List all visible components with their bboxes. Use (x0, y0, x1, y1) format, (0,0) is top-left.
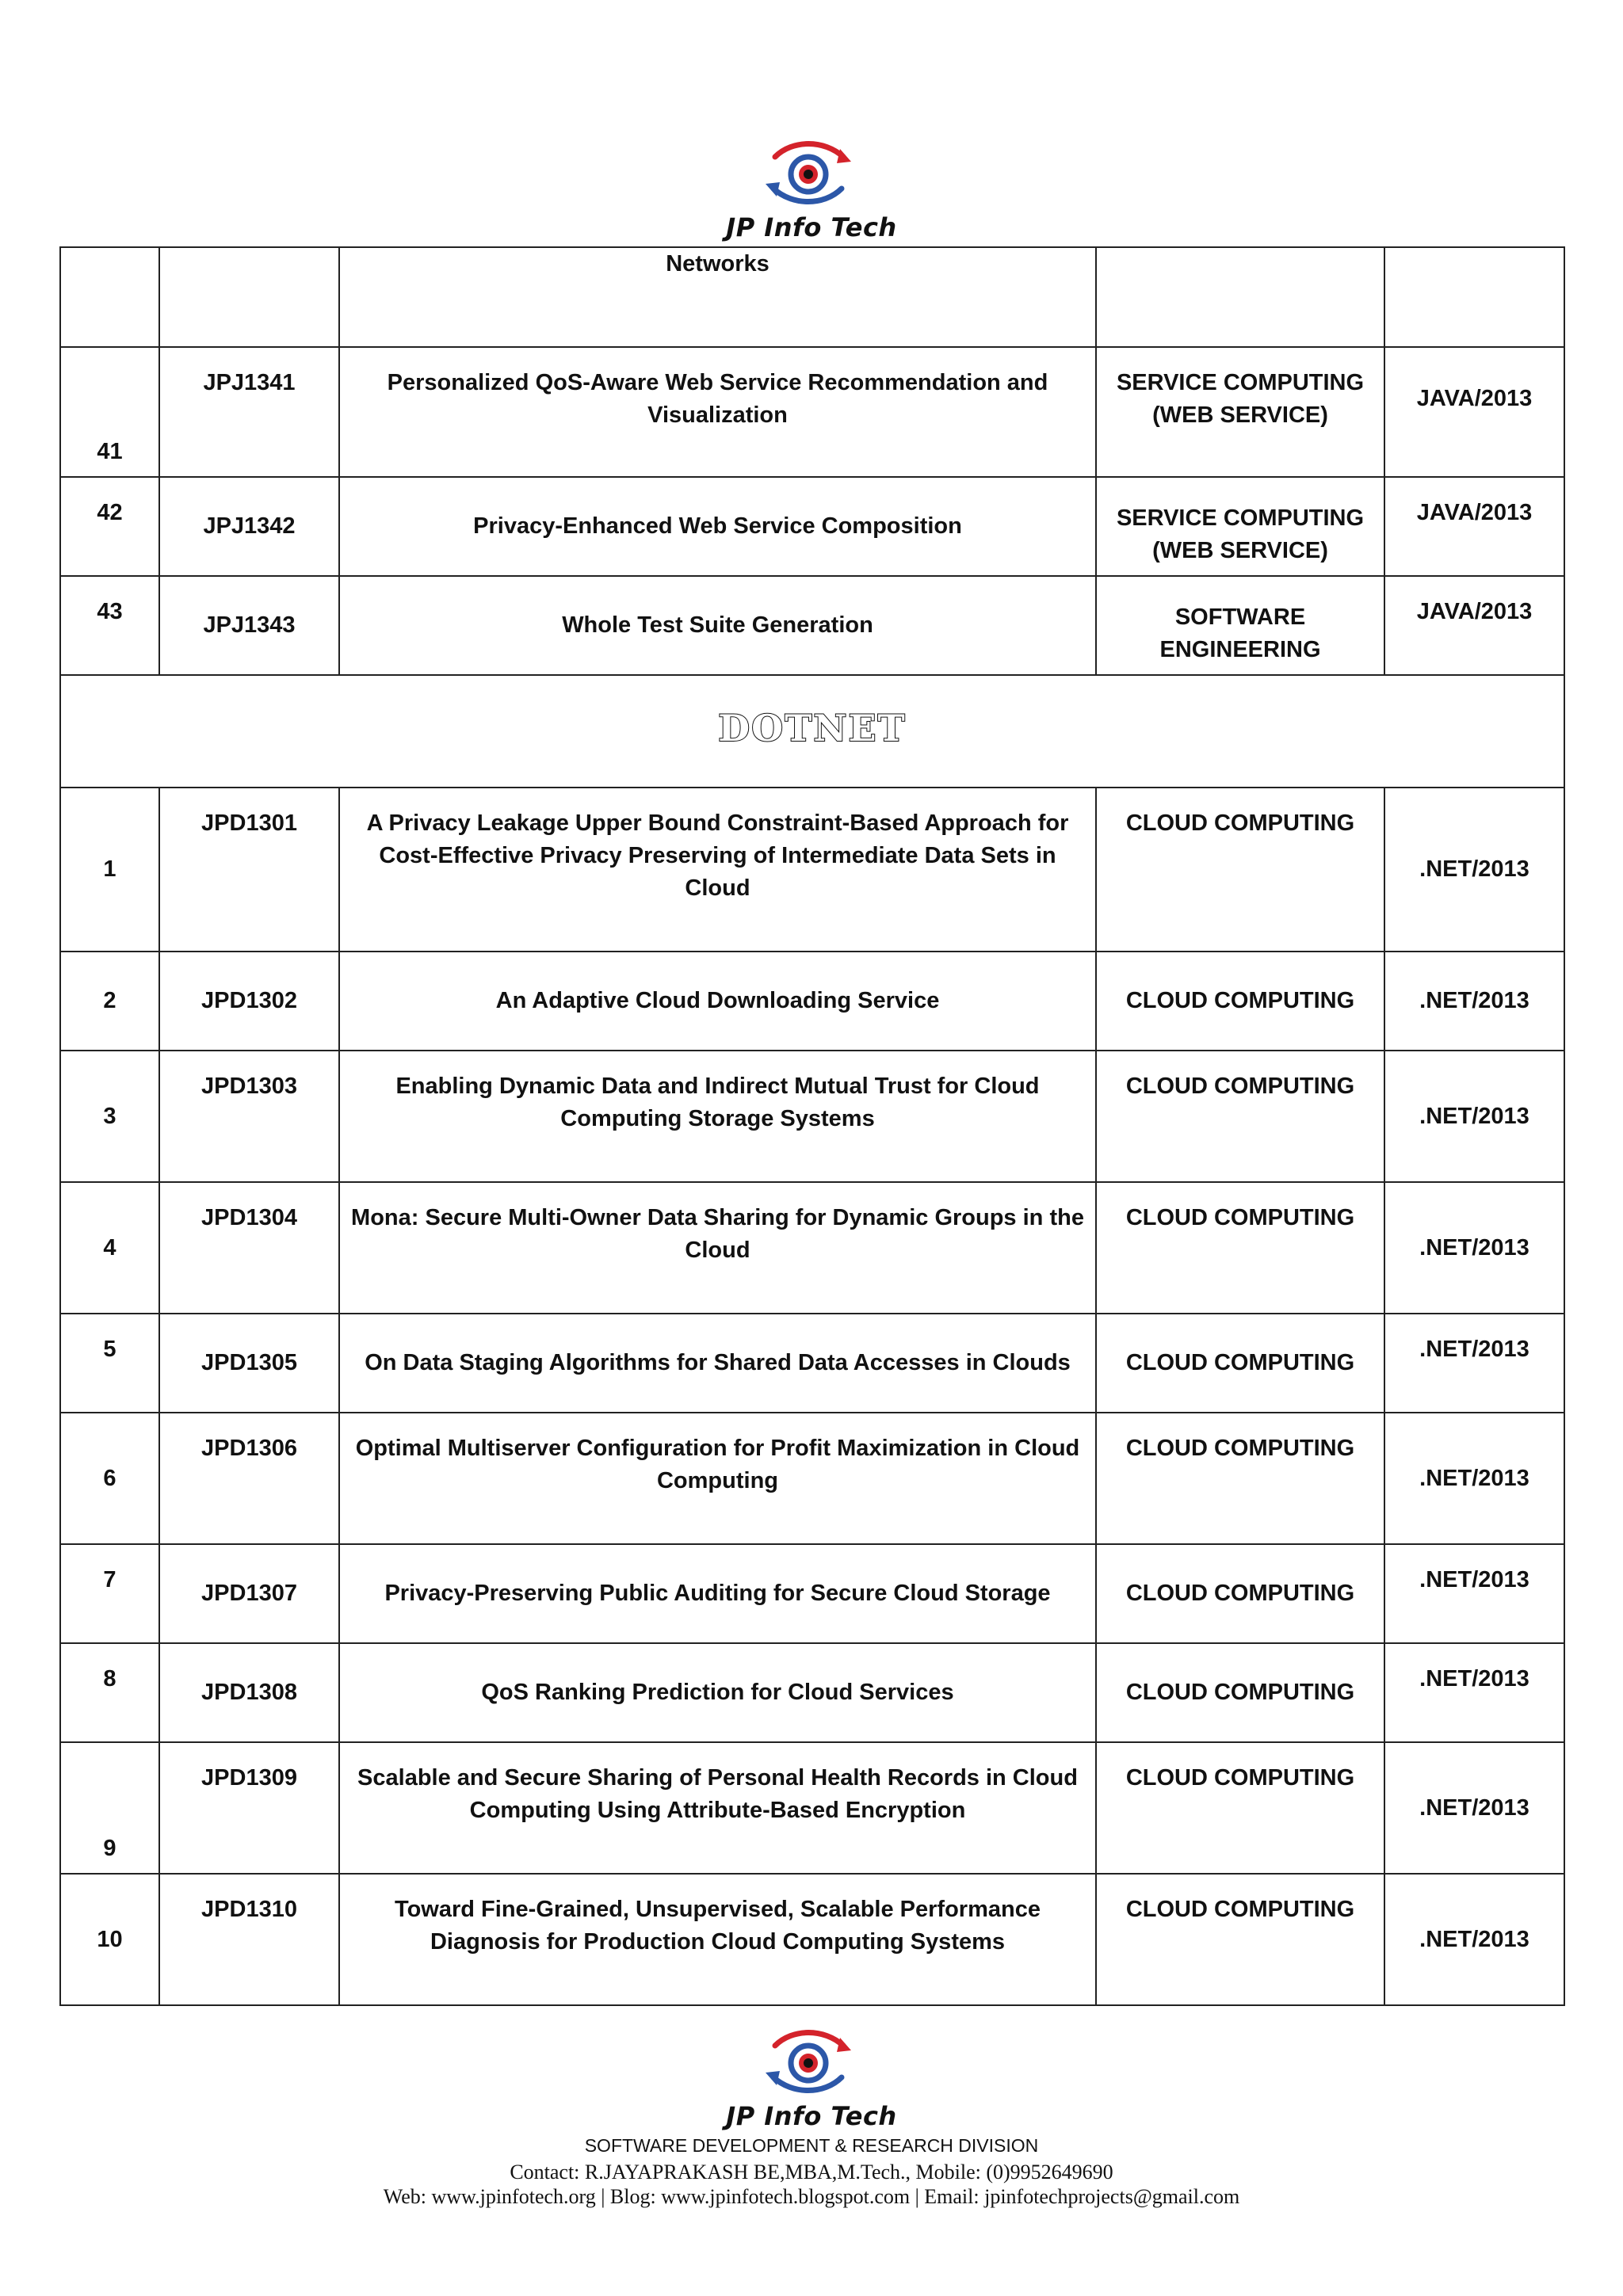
title-cell: Enabling Dynamic Data and Indirect Mutual Trust for Cloud Computing Storage Systems (339, 1051, 1096, 1182)
sno-cell: 6 (60, 1413, 159, 1544)
table-row (60, 1413, 1564, 1544)
title-cell: A Privacy Leakage Upper Bound Constraint-Based Approach for Cost-Effective Privacy Preserving of Intermediate Data Sets in Cloud (339, 788, 1096, 952)
code-cell: JPJ1341 (159, 347, 339, 477)
title-cell: QoS Ranking Prediction for Cloud Services (339, 1643, 1096, 1742)
footer-division: SOFTWARE DEVELOPMENT & RESEARCH DIVISION (584, 2135, 1039, 2156)
tech-cell: JAVA/2013 (1384, 576, 1564, 675)
table-row (60, 1314, 1564, 1413)
code-cell: JPD1308 (159, 1643, 339, 1742)
table-row (60, 1643, 1564, 1742)
project-table (59, 246, 1565, 2006)
code-cell: JPD1303 (159, 1051, 339, 1182)
sno-cell: 10 (60, 1874, 159, 2005)
code-cell: JPD1301 (159, 788, 339, 952)
domain-cell: CLOUD COMPUTING (1096, 1314, 1384, 1413)
sno-cell: 42 (60, 477, 159, 576)
code-cell: JPJ1343 (159, 576, 339, 675)
target-logo-icon (761, 139, 856, 211)
domain-cell: CLOUD COMPUTING (1096, 1182, 1384, 1314)
table-row (60, 477, 1564, 576)
tech-cell: .NET/2013 (1384, 1413, 1564, 1544)
code-cell: JPD1302 (159, 952, 339, 1051)
table-row (60, 1742, 1564, 1874)
section-row (60, 675, 1564, 788)
tech-cell: .NET/2013 (1384, 1051, 1564, 1182)
table-row (60, 952, 1564, 1051)
code-cell: JPD1305 (159, 1314, 339, 1413)
title-cell: Scalable and Secure Sharing of Personal Health Records in Cloud Computing Using Attribute-Based Encryption (339, 1742, 1096, 1874)
tech-cell: .NET/2013 (1384, 1874, 1564, 2005)
domain-cell: SERVICE COMPUTING (WEB SERVICE) (1096, 477, 1384, 576)
sno-cell: 1 (60, 788, 159, 952)
code-cell: JPD1310 (159, 1874, 339, 2005)
domain-cell: CLOUD COMPUTING (1096, 1544, 1384, 1643)
domain-cell (1096, 247, 1384, 347)
tech-cell: .NET/2013 (1384, 1544, 1564, 1643)
sno-cell (60, 247, 159, 347)
sno-cell: 5 (60, 1314, 159, 1413)
tech-cell: .NET/2013 (1384, 1643, 1564, 1742)
domain-cell: CLOUD COMPUTING (1096, 1742, 1384, 1874)
tech-cell: JAVA/2013 (1384, 477, 1564, 576)
sno-cell: 8 (60, 1643, 159, 1742)
table-row (60, 1182, 1564, 1314)
title-cell: Privacy-Enhanced Web Service Composition (339, 477, 1096, 576)
table-row (60, 1874, 1564, 2005)
header-logo (0, 139, 1623, 242)
title-cell: An Adaptive Cloud Downloading Service (339, 952, 1096, 1051)
footer-contact: Contact: R.JAYAPRAKASH BE,MBA,M.Tech., Mobile: (0)9952649690 (510, 2161, 1113, 2183)
title-cell: Personalized QoS-Aware Web Service Recommendation and Visualization (339, 347, 1096, 477)
domain-cell: CLOUD COMPUTING (1096, 1643, 1384, 1742)
sno-cell: 2 (60, 952, 159, 1051)
tech-cell: .NET/2013 (1384, 788, 1564, 952)
title-cell: On Data Staging Algorithms for Shared Data Accesses in Clouds (339, 1314, 1096, 1413)
title-cell: Privacy-Preserving Public Auditing for Secure Cloud Storage (339, 1544, 1096, 1643)
domain-cell: CLOUD COMPUTING (1096, 1874, 1384, 2005)
sno-cell: 7 (60, 1544, 159, 1643)
title-cell: Toward Fine-Grained, Unsupervised, Scalable Performance Diagnosis for Production Cloud Computing Systems (339, 1874, 1096, 2005)
code-cell: JPD1304 (159, 1182, 339, 1314)
tech-cell: .NET/2013 (1384, 1314, 1564, 1413)
footer-web: Web: www.jpinfotech.org | Blog: www.jpinfotech.blogspot.com | Email: jpinfotechprojects@gmail.com (383, 2185, 1240, 2208)
code-cell: JPD1307 (159, 1544, 339, 1643)
sno-cell: 41 (60, 347, 159, 477)
code-cell: JPJ1342 (159, 477, 339, 576)
table-row (60, 247, 1564, 347)
domain-cell: SOFTWARE ENGINEERING (1096, 576, 1384, 675)
brand-name: JP Info Tech (726, 2101, 897, 2131)
tech-cell: .NET/2013 (1384, 952, 1564, 1051)
brand-name: JP Info Tech (726, 212, 897, 242)
table-row (60, 788, 1564, 952)
title-cell: Optimal Multiserver Configuration for Profit Maximization in Cloud Computing (339, 1413, 1096, 1544)
table-row (60, 1051, 1564, 1182)
domain-cell: SERVICE COMPUTING (WEB SERVICE) (1096, 347, 1384, 477)
sno-cell: 3 (60, 1051, 159, 1182)
sno-cell: 9 (60, 1742, 159, 1874)
title-cell: Whole Test Suite Generation (339, 576, 1096, 675)
target-logo-icon (761, 2028, 856, 2100)
tech-cell (1384, 247, 1564, 347)
tech-cell: .NET/2013 (1384, 1742, 1564, 1874)
code-cell (159, 247, 339, 347)
code-cell: JPD1309 (159, 1742, 339, 1874)
footer-logo (0, 2028, 1623, 2131)
table-row (60, 1544, 1564, 1643)
domain-cell: CLOUD COMPUTING (1096, 1051, 1384, 1182)
section-title: DOTNET (718, 707, 907, 749)
sno-cell: 4 (60, 1182, 159, 1314)
domain-cell: CLOUD COMPUTING (1096, 1413, 1384, 1544)
domain-cell: CLOUD COMPUTING (1096, 952, 1384, 1051)
title-cell: Mona: Secure Multi-Owner Data Sharing for Dynamic Groups in the Cloud (339, 1182, 1096, 1314)
tech-cell: JAVA/2013 (1384, 347, 1564, 477)
code-cell: JPD1306 (159, 1413, 339, 1544)
section-cell (60, 675, 1564, 788)
sno-cell: 43 (60, 576, 159, 675)
table-row (60, 576, 1564, 675)
tech-cell: .NET/2013 (1384, 1182, 1564, 1314)
domain-cell: CLOUD COMPUTING (1096, 788, 1384, 952)
title-cell: Networks (339, 247, 1096, 347)
table-row (60, 347, 1564, 477)
